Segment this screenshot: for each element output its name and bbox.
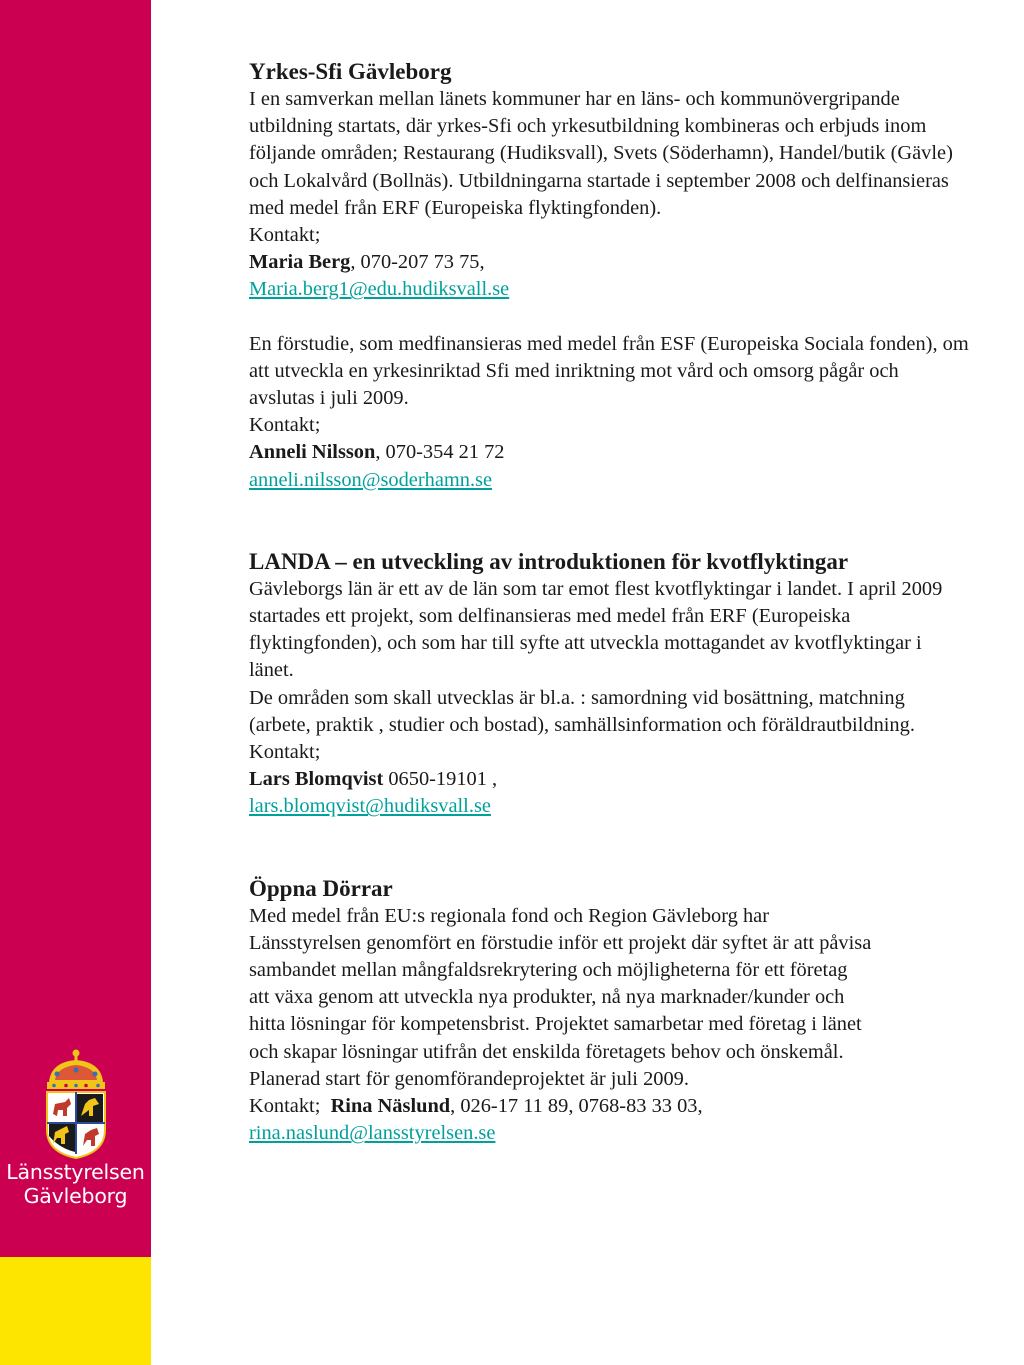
contact-phone: 0650-19101 , [383,768,498,791]
contact-email-link[interactable]: Maria.berg1@edu.hudiksvall.se [249,278,510,301]
contact-name: Rina Näslund [330,1095,451,1118]
contact-phone: , 070-207 73 75, [350,251,485,274]
contact-name: Lars Blomqvist [249,768,384,791]
spacer [249,304,969,331]
contact-line [249,249,969,276]
contact-label: Kontakt; [249,224,321,247]
body-line: Länsstyrelsen genomfört en förstudie inför ett projekt där syftet är att påvisa [249,931,872,954]
contact-label: Kontakt; [249,1095,331,1118]
section-body [249,903,969,1093]
contact-name: Maria Berg [249,251,351,274]
sidebar-yellow-band [0,1257,151,1365]
contact-line [249,439,969,466]
body-line: hitta lösningar för kompetensbrist. Projektet samarbetar med företag i länet [249,1013,862,1036]
contact-email-link[interactable]: rina.naslund@lansstyrelsen.se [249,1122,496,1145]
contact-line [249,766,969,793]
main-content [249,58,969,1148]
body-line: Med medel från EU:s regionala fond och Region Gävleborg har [249,904,769,927]
contact-label: Kontakt; [249,414,321,437]
body-line: sambandet mellan mångfaldsrekrytering och möjligheterna för ett företag [249,959,848,982]
contact-name: Anneli Nilsson [249,441,376,464]
contact-phone: , 070-354 21 72 [375,441,505,464]
contact-line [249,1093,969,1120]
section-body: Gävleborgs län är ett av de län som tar emot flest kvotflyktingar i landet. I april 2009 startades ett projekt, som delfinansieras med medel från ERF (Europeiska flyktingfonden), och som har till syfte att utveckla mottagandet av kvotflyktingar i länet. [249,577,943,682]
logo-text-line2: Gävleborg [23,1184,128,1208]
body-line: att växa genom att utveckla nya produkter, nå nya marknader/kunder och [249,986,845,1009]
section-body: I en samverkan mellan länets kommuner har en läns- och kommunövergripande utbildning startats, där yrkes-Sfi och yrkesutbildning kombineras och erbjuds inom följande områden; Restaurang (Hudiksvall), Svets (Söderhamn), Handel/butik (Gävle) och Lokalvård (Bollnäs). Utbildningarna startade i september 2008 och delfinansieras med medel från ERF (Europeiska flyktingfonden). [249,88,953,219]
contact-email-link[interactable]: lars.blomqvist@hudiksvall.se [249,795,491,818]
body-line: och skapar lösningar utifrån det enskilda företagets behov och önskemål. [249,1040,844,1063]
spacer [249,821,969,875]
spacer [249,494,969,548]
body-line: Planerad start för genomförandeprojektet är juli 2009. [249,1067,689,1090]
contact-label: Kontakt; [249,741,321,764]
coat-of-arms-icon [41,1048,111,1160]
logo-text-line1: Länsstyrelsen [6,1160,145,1184]
section-body-2: De områden som skall utvecklas är bl.a. : samordning vid bosättning, matchning (arbete, praktik , studier och bostad), samhällsinformation och föräldrautbildning. [249,686,915,736]
section-title-oppna-dorrar: Öppna Dörrar [249,875,393,901]
contact-email-link[interactable]: anneli.nilsson@soderhamn.se [249,468,493,491]
contact-phone: , 026-17 11 89, 0768-83 33 03, [450,1095,703,1118]
section-title-landa: LANDA – en utveckling av introduktionen för kvotflyktingar [249,548,849,574]
lansstyrelsen-logo [0,1048,151,1208]
section-body: En förstudie, som medfinansieras med medel från ESF (Europeiska Sociala fonden), om att utveckla en yrkesinriktad Sfi med inriktning mot vård och omsorg pågår och avslutas i juli 2009. [249,332,969,410]
section-title-yrkes-sfi: Yrkes-Sfi Gävleborg [249,59,452,84]
